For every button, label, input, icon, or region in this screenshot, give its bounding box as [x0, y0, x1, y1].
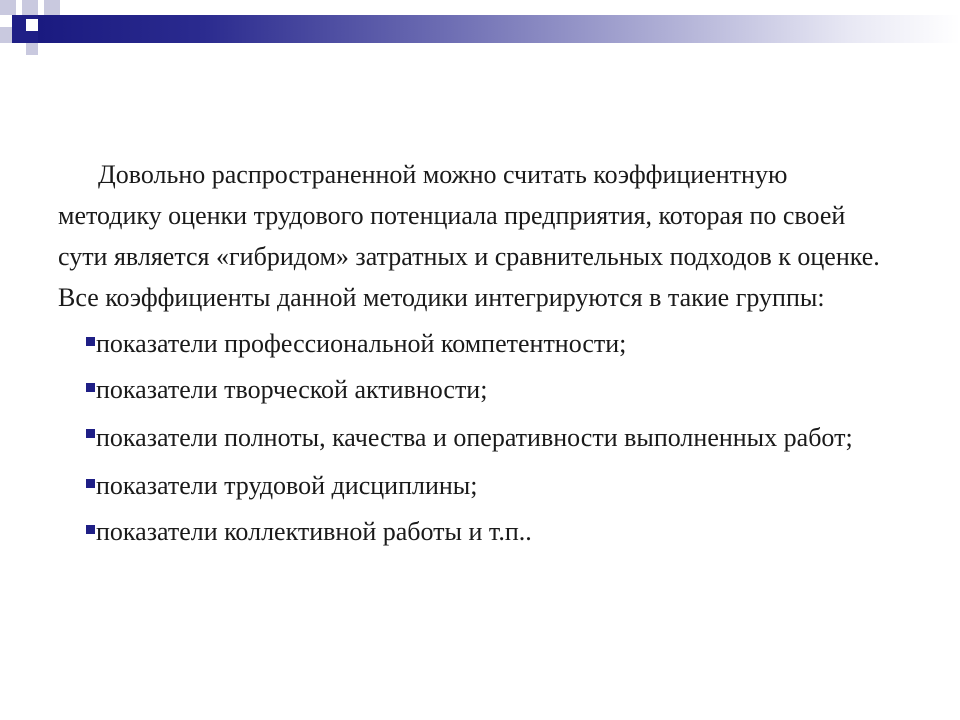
bullet-list	[58, 323, 888, 552]
bullet-text: показатели профессиональной компетентности;	[96, 329, 627, 358]
list-item	[58, 323, 888, 364]
decor-square-icon	[26, 43, 38, 55]
intro-paragraph: Довольно распространенной можно считать коэффициентную методику оценки трудового потенциала предприятия, которая по своей сути является «гибридом» затратных и сравнительных подходов к оценке. Все коэффициенты данной методики интегрируются в такие группы:	[58, 160, 880, 312]
decor-square-icon	[22, 0, 38, 15]
decor-square-icon	[26, 19, 38, 31]
list-item	[58, 415, 888, 460]
bullet-text: показатели полноты, качества и оперативности выполненных работ;	[96, 423, 853, 452]
square-bullet-icon	[86, 525, 95, 534]
bullet-text: показатели коллективной работы и т.п..	[96, 517, 532, 546]
square-bullet-icon	[86, 479, 95, 488]
bullet-text: показатели творческой активности;	[96, 375, 488, 404]
list-item	[58, 465, 888, 506]
header-gradient-bar	[38, 15, 960, 43]
slide-body	[58, 154, 888, 552]
decor-square-icon	[44, 0, 60, 15]
list-item	[58, 511, 888, 552]
decor-square-icon	[0, 27, 12, 43]
square-bullet-icon	[86, 337, 95, 346]
decor-square-icon	[0, 43, 12, 55]
bullet-text: показатели трудовой дисциплины;	[96, 471, 478, 500]
square-bullet-icon	[86, 429, 95, 438]
square-bullet-icon	[86, 383, 95, 392]
list-item	[58, 369, 888, 410]
decor-square-icon	[0, 0, 16, 15]
